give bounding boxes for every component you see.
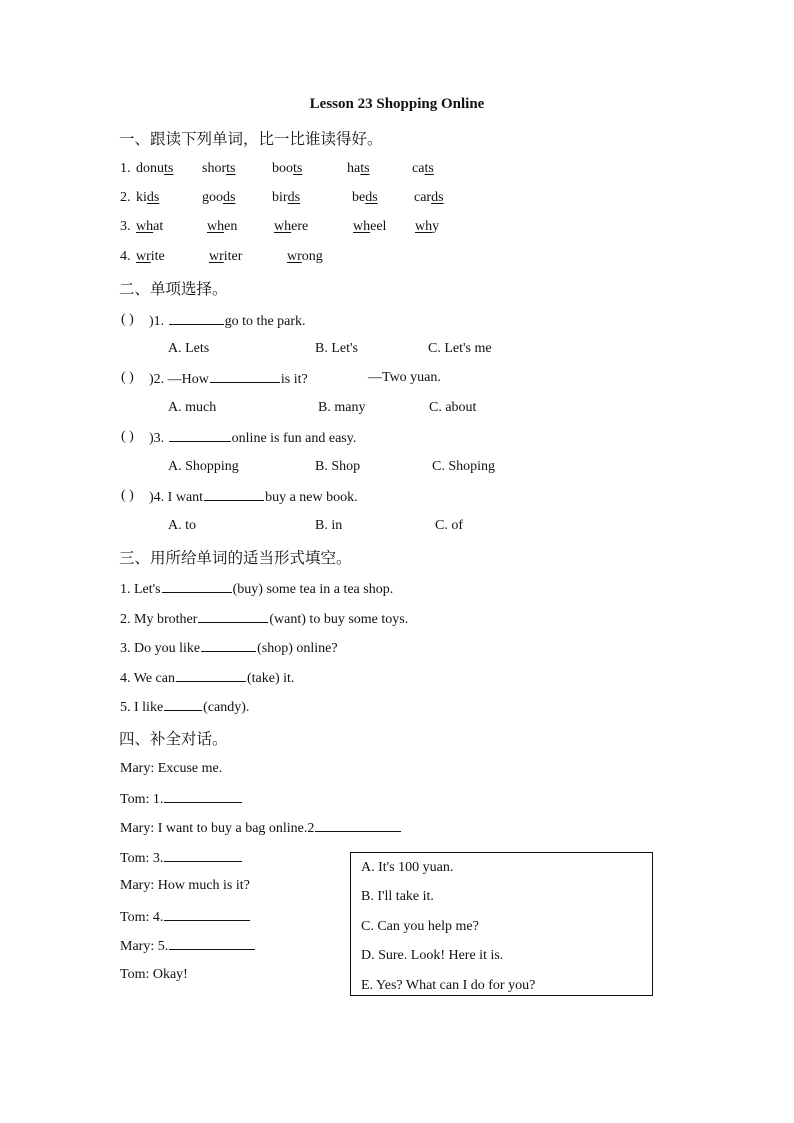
dialogue-line-8: Tom: Okay! — [120, 967, 188, 982]
option-c: C. about — [429, 400, 477, 415]
option-b: B. many — [318, 400, 366, 415]
dialogue-line-4: Tom: 3. — [120, 849, 243, 867]
row-number: 2. — [120, 190, 131, 205]
word: shorts — [202, 161, 236, 176]
word: what — [136, 219, 164, 234]
word: donuts — [136, 161, 174, 176]
word: hats — [347, 161, 370, 176]
row-number: 1. — [120, 161, 131, 176]
option-a: A. to — [168, 518, 196, 533]
option-b: B. in — [315, 518, 343, 533]
option-a: A. Lets — [168, 341, 210, 356]
answer-blank[interactable] — [164, 908, 250, 921]
answer-blank[interactable] — [164, 790, 242, 803]
option-a: A. Shopping — [168, 459, 239, 474]
question-4: )4. I want buy a new book. — [149, 490, 358, 505]
word: cards — [414, 190, 444, 205]
answer-blank[interactable] — [176, 669, 246, 682]
section2-heading: 二、单项选择。 — [119, 280, 228, 298]
answer-paren: ( ) — [121, 429, 134, 444]
word: wheel — [353, 219, 387, 234]
dialogue-line-2: Tom: 1. — [120, 790, 243, 808]
answer-blank[interactable] — [201, 639, 256, 652]
answer-blank[interactable] — [169, 429, 231, 442]
option-c: C. Shoping — [432, 459, 496, 474]
word: wrong — [287, 249, 323, 264]
option-c: C. Let's me — [428, 341, 492, 356]
word: kids — [136, 190, 160, 205]
fill-item-3: 3. Do you like (shop) online? — [120, 641, 338, 656]
fill-item-5: 5. I like (candy). — [120, 700, 250, 715]
answer-paren: ( ) — [121, 370, 134, 385]
answer-blank[interactable] — [164, 698, 202, 711]
choice-e: E. Yes? What can I do for you? — [361, 978, 536, 993]
answer-paren: ( ) — [121, 312, 134, 327]
section3-heading: 三、用所给单词的适当形式填空。 — [119, 549, 352, 567]
word: when — [207, 219, 238, 234]
section1-heading: 一、跟读下列单词，比一比谁读得好。 — [119, 130, 383, 148]
answer-blank[interactable] — [169, 312, 224, 325]
fill-item-1: 1. Let's (buy) some tea in a tea shop. — [120, 582, 394, 597]
answer-blank[interactable] — [204, 488, 264, 501]
word: where — [274, 219, 309, 234]
fill-item-2: 2. My brother (want) to buy some toys. — [120, 612, 409, 627]
answer-blank[interactable] — [210, 370, 280, 383]
option-a: A. much — [168, 400, 217, 415]
section4-heading: 四、补全对话。 — [119, 730, 228, 748]
word: birds — [272, 190, 301, 205]
choice-d: D. Sure. Look! Here it is. — [361, 948, 504, 963]
dialogue-line-1: Mary: Excuse me. — [120, 761, 223, 776]
row-number: 3. — [120, 219, 131, 234]
fill-item-4: 4. We can (take) it. — [120, 671, 295, 686]
choice-a: A. It's 100 yuan. — [361, 860, 454, 875]
word: write — [136, 249, 165, 264]
answer-blank[interactable] — [169, 937, 255, 950]
choice-b: B. I'll take it. — [361, 889, 434, 904]
option-b: B. Shop — [315, 459, 361, 474]
dialogue-line-7: Mary: 5. — [120, 937, 256, 955]
word: beds — [352, 190, 378, 205]
word: writer — [209, 249, 243, 264]
answer-blank[interactable] — [315, 819, 401, 832]
dialogue-line-3: Mary: I want to buy a bag online.2 — [120, 819, 402, 837]
question-2: )2. —How is it? — [149, 372, 308, 387]
page-title: Lesson 23 Shopping Online — [309, 96, 485, 112]
question-1: )1. go to the park. — [149, 314, 306, 329]
option-c: C. of — [435, 518, 463, 533]
answer-blank[interactable] — [198, 610, 268, 623]
answer-paren: ( ) — [121, 488, 134, 503]
word: why — [415, 219, 440, 234]
choices-box — [350, 852, 653, 996]
word: boots — [272, 161, 303, 176]
word: goods — [202, 190, 236, 205]
answer-blank[interactable] — [162, 580, 232, 593]
question-3: )3. online is fun and easy. — [149, 431, 357, 446]
word: cats — [412, 161, 434, 176]
dialogue-line-6: Tom: 4. — [120, 908, 251, 926]
dialogue-line-5: Mary: How much is it? — [120, 878, 250, 893]
option-b: B. Let's — [315, 341, 358, 356]
choice-c: C. Can you help me? — [361, 919, 479, 934]
row-number: 4. — [120, 249, 131, 264]
question-2-reply: —Two yuan. — [368, 370, 441, 385]
answer-blank[interactable] — [164, 849, 242, 862]
